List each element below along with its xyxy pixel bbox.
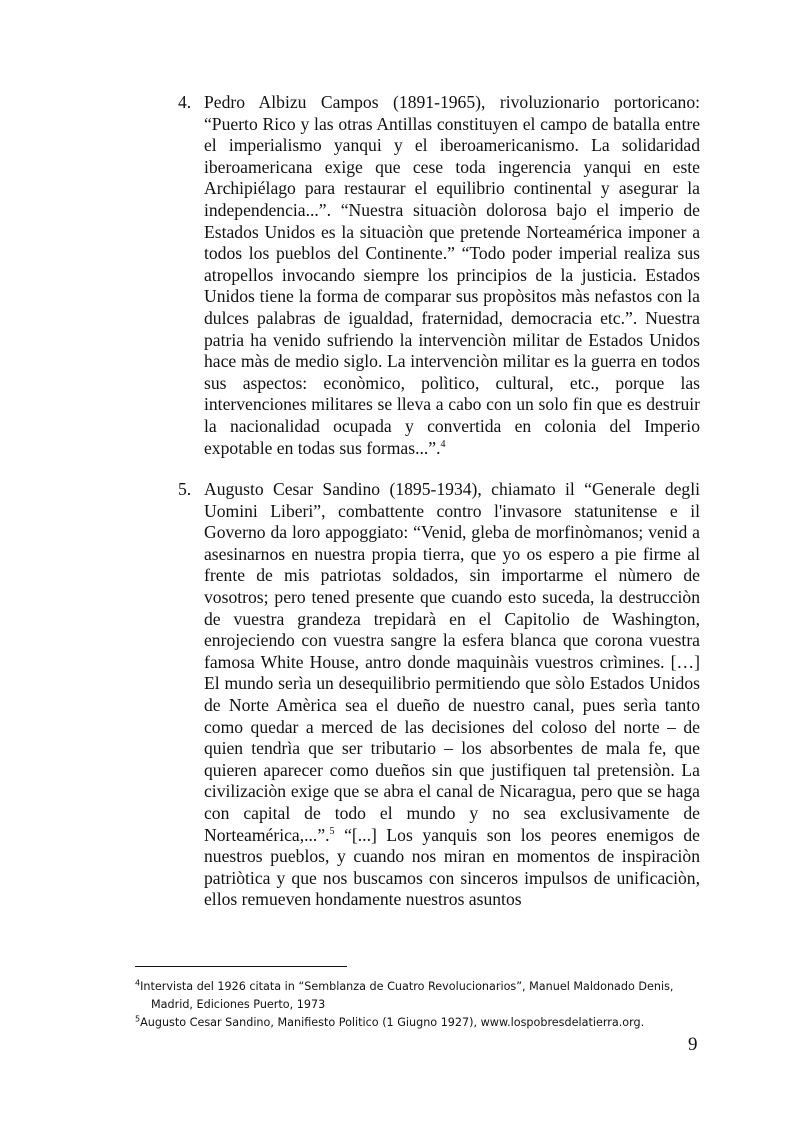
footnote-4 bbox=[135, 978, 695, 1014]
numbered-list bbox=[178, 92, 700, 931]
quote-text-sandino-continued: “[...] Los yanquis son los peores enemigos de nuestros pueblos, y cuando nos miran en momentos de inspiraciòn patriòtica y que nos buscamos con sinceros impulsos de unificaciòn, ellos remueven hondamente nuestros asuntos bbox=[204, 824, 700, 910]
quote-text-albizu: Pedro Albizu Campos (1891-1965), rivoluzionario portoricano: “Puerto Rico y las otras Antillas constituyen el campo de batalla entre el imperialismo yanqui y el iberoamericanismo. La solidaridad iberoamericana exige que cese toda ingerencia yanqui en este Archipiélago para restaurar el equilibrio continental y asegurar la independencia...”. “Nuestra situaciòn dolorosa bajo el imperio de Estados Unidos es la situaciòn que pretende Norteamérica imponer a todos los pueblos del Continente.” “Todo poder imperial realiza sus atropellos invocando siempre los principios de la justicia. Estados Unidos tiene la forma de comparar sus propòsitos màs nefastos con la dulces palabras de igualdad, fraternidad, democracia etc.”. Nuestra patria ha venido sufriendo la intervenciòn militar de Estados Unidos hace màs de medio siglo. La intervenciòn militar es la guerra en todos sus aspectos: econòmico, polìtico, cultural, etc., porque las intervenciones militares se lleva a cabo con un solo fin que es destruir la nacionalidad ocupada y convertida en colonia del Imperio expotable en todas sus formas...”. bbox=[204, 92, 700, 458]
list-item-number: 4. bbox=[178, 92, 192, 112]
footnotes bbox=[135, 978, 695, 1032]
list-item-4 bbox=[178, 92, 700, 459]
list-item-number: 5. bbox=[178, 479, 192, 500]
footnote-ref-5[interactable]: 5 bbox=[329, 825, 335, 837]
quote-text-sandino: Augusto Cesar Sandino (1895-1934), chiamato il “Generale degli Uomini Liberi”, combattente contro l'invasore statunitense e il Governo da loro appoggiato: “Venid, gleba de morfinòmanos; venid a asesinarnos en nuestra propia tierra, que yo os espero a pie firme al frente de mis patriotas soldados, sin importarme el nùmero de vosotros; pero tened presente que cuando esto suceda, la destrucciòn de vuestra grandeza trepidarà en el Capitolio de Washington, enrojeciendo con vuestra sangre la esfera blanca que corona vuestra famosa White House, antro donde maquinàis vuestros crìmines. […] El mundo serìa un desequilibrio permitiendo que sòlo Estados Unidos de Norte Amèrica sea el dueño de nuestro canal, pues serìa tanto como quedar a merced de las decisiones del coloso del norte – de quien tendrìa que ser tributario – los absorbentes de mala fe, que quieren aparecer como dueños sin que justifiquen tal pretensiòn. La civilizaciòn exige que se abra el canal de Nicaragua, pero que se haga con capital de todo el mundo y no sea exclusivamente de Norteamérica,...”. bbox=[204, 479, 700, 845]
list-item-5 bbox=[178, 479, 700, 911]
list-item-text bbox=[204, 92, 700, 459]
footnote-separator bbox=[135, 966, 347, 967]
page-number: 9 bbox=[688, 1034, 698, 1055]
footnote-marker: 4 bbox=[135, 978, 141, 988]
footnote-marker: 5 bbox=[135, 1014, 141, 1024]
list-item-text bbox=[204, 479, 700, 911]
footnote-text: Intervista del 1926 citata in “Semblanza de Cuatro Revolucionarios”, Manuel Maldonado Denis, Madrid, Ediciones Puerto, 1973 bbox=[140, 980, 674, 1011]
footnote-ref-4[interactable]: 4 bbox=[440, 438, 446, 450]
footnote-5 bbox=[135, 1014, 695, 1032]
footnote-text: Augusto Cesar Sandino, Manifiesto Politico (1 Giugno 1927), www.lospobresdelatierra.org. bbox=[140, 1016, 645, 1029]
